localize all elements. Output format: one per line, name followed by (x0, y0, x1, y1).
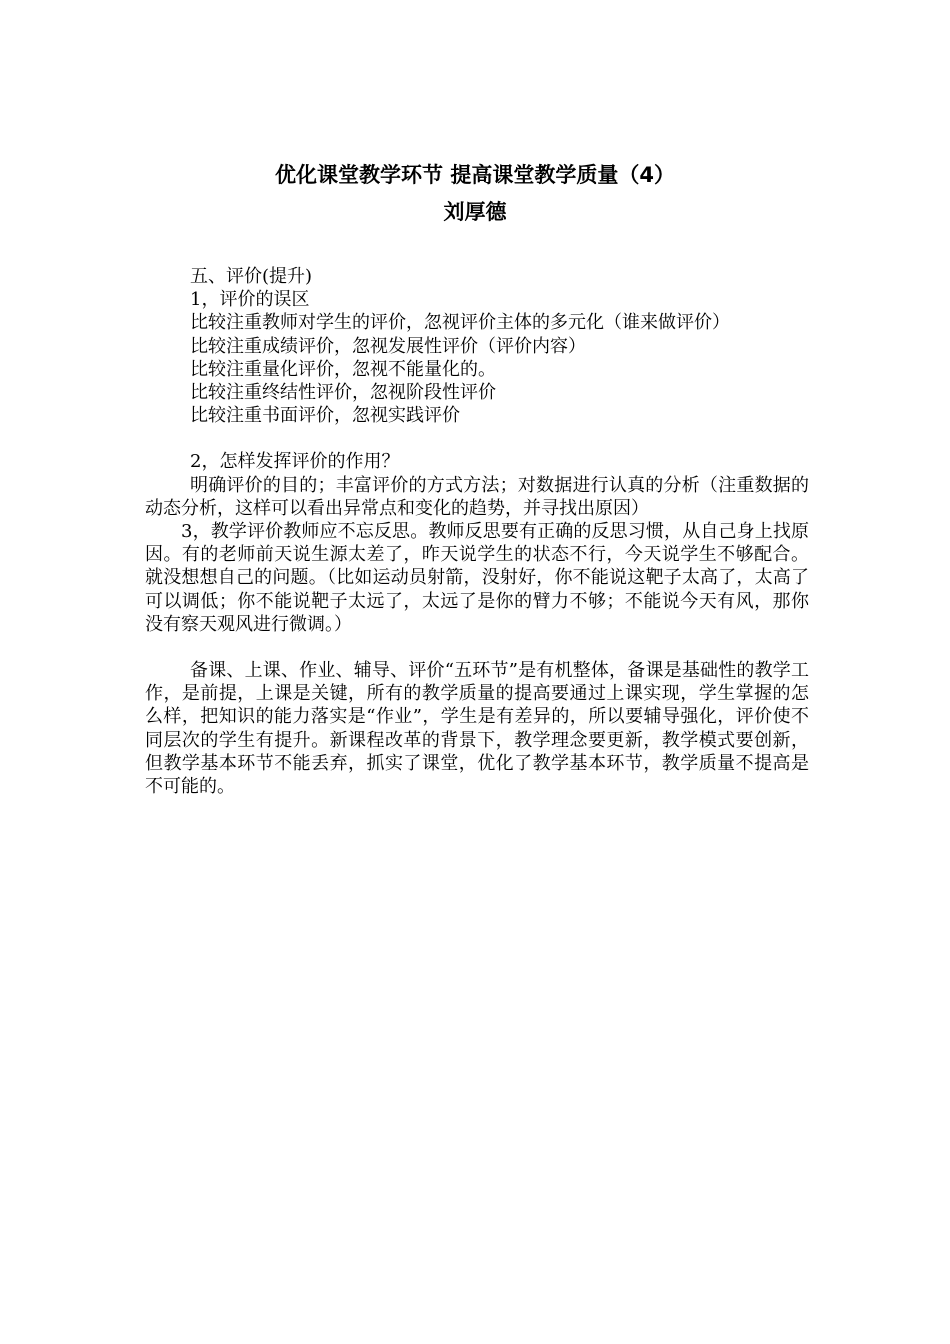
part1-item: 比较注重终结性评价，忽视阶段性评价 (190, 382, 496, 404)
part1-item: 比较注重书面评价，忽视实践评价 (190, 405, 460, 427)
part1-item: 比较注重成绩评价，忽视发展性评价（评价内容） (190, 335, 586, 357)
document-author: 刘厚德 (443, 200, 507, 224)
part3-paragraph: 3，教学评价教师应不忘反思。教师反思要有正确的反思习惯，从自己身上找原因。有的老师前天说生源太差了，昨天说学生的状态不行，今天说学生不够配合。就没想想自己的问题。（比如运动员射箭，没射好，你不能说这靶子太高了，太高了可以调低；你不能说靶子太远了，太远了是你的臂力不够；不能说今天有风，那你没有察天观风进行微调。） (145, 521, 809, 635)
conclusion-paragraph: 备课、上课、作业、辅导、评价“五环节”是有机整体，备课是基础性的教学工作，是前提，上课是关键，所有的教学质量的提高要通过上课实现，学生掌握的怎么样，把知识的能力落实是“作业”，学生是有差异的，所以要辅导强化，评价使不同层次的学生有提升。新课程改革的背景下，教学理念要更新，教学模式要创新，但教学基本环节不能丢弃，抓实了课堂，优化了教学基本环节，教学质量不提高是不可能的。 (145, 660, 809, 798)
part2-paragraph: 明确评价的目的；丰富评价的方式方法；对数据进行认真的分析（注重数据的动态分析，这样可以看出异常点和变化的趋势，并寻找出原因） (145, 474, 809, 519)
document-body (145, 265, 809, 798)
section-heading: 五、评价(提升) (190, 266, 313, 287)
paragraph-spacer (145, 427, 809, 450)
part1-heading: 1，评价的误区 (190, 289, 310, 311)
document-title: 优化课堂教学环节 提高课堂教学质量（4） (275, 163, 675, 187)
part2-heading: 2，怎样发挥评价的作用？ (190, 451, 400, 473)
paragraph-spacer (145, 636, 809, 659)
part1-item: 比较注重教师对学生的评价，忽视评价主体的多元化（谁来做评价） (190, 312, 730, 334)
part1-item: 比较注重量化评价，忽视不能量化的。 (190, 358, 496, 380)
